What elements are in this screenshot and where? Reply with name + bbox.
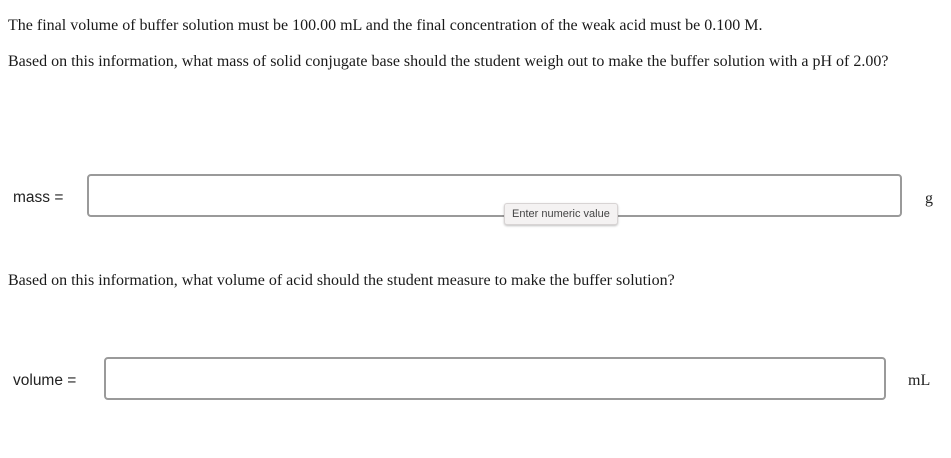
intro-text: The final volume of buffer solution must be 100.00 mL and the final concentration of the weak acid must be 0.100 M. xyxy=(8,17,763,34)
mass-input[interactable] xyxy=(87,174,902,217)
mass-question-text: Based on this information, what mass of solid conjugate base should the student weigh out to make the buffer solution with a pH of 2.00? xyxy=(8,53,889,70)
volume-unit: mL xyxy=(908,372,931,389)
mass-unit: g xyxy=(925,190,933,207)
volume-question-text: Based on this information, what volume of acid should the student measure to make the buffer solution? xyxy=(8,272,675,289)
volume-input[interactable] xyxy=(104,357,886,400)
mass-label: mass = xyxy=(13,189,64,206)
numeric-value-tooltip: Enter numeric value xyxy=(504,203,618,225)
volume-label: volume = xyxy=(13,372,77,389)
